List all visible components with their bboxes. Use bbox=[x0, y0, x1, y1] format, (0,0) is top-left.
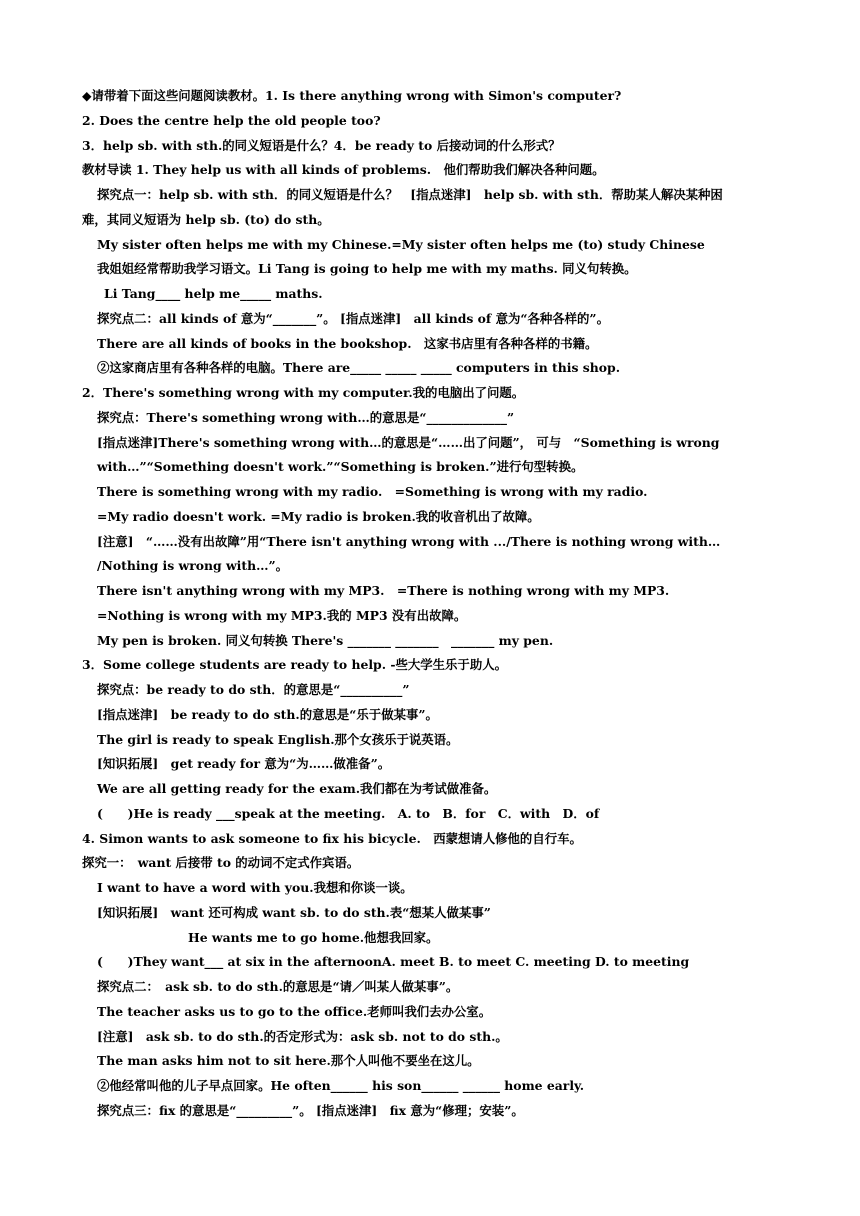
text-line: There isn't anything wrong with my MP3. =There is nothing wrong with my MP3. bbox=[97, 583, 670, 598]
text-line: 探究点二： ask sb. to do sth.的意思是“请／叫某人做某事”。 bbox=[97, 979, 459, 994]
text-line: There are all kinds of books in the bookshop. 这家书店里有各种各样的书籍。 bbox=[97, 335, 598, 351]
text-line: [指点迷津] be ready to do sth.的意思是“乐于做某事”。 bbox=[97, 706, 438, 722]
text-line: ②他经常叫他的儿子早点回家。He often______ his son______ ______ home early. bbox=[97, 1078, 585, 1093]
text-line: =My radio doesn't work. =My radio is broken.我的收音机出了故障。 bbox=[97, 508, 540, 524]
text-line: The teacher asks us to go to the office.老师叫我们去办公室。 bbox=[97, 1003, 492, 1019]
text-line: ( )They want___ at six in the afternoonA. meet B. to meet C. meeting D. to meeting bbox=[97, 954, 690, 970]
text-line: Li Tang____ help me_____ maths. bbox=[104, 286, 323, 301]
document-body bbox=[82, 84, 788, 1124]
text-line: 探究点一：help sb. with sth．的同义短语是什么？ [指点迷津] help sb. with sth．帮助某人解决某种困 bbox=[97, 187, 723, 202]
text-line: My pen is broken. 同义句转换 There's _______ _______ _______ my pen. bbox=[97, 632, 554, 648]
text-line: [知识拓展] get ready for 意为“为……做准备”。 bbox=[97, 756, 391, 772]
text-line: 教材导读 1. They help us with all kinds of problems. 他们帮助我们解决各种问题。 bbox=[82, 162, 605, 178]
text-line: 4. Simon wants to ask someone to fix his bicycle. 西蒙想请人修他的自行车。 bbox=[82, 830, 582, 846]
text-line: ◆请带着下面这些问题阅读教材。1. Is there anything wrong with Simon's computer? bbox=[82, 88, 622, 103]
text-line: 我姐姐经常帮助我学习语文。Li Tang is going to help me with my maths. 同义句转换。 bbox=[97, 261, 637, 277]
text-line: /Nothing is wrong with…”。 bbox=[97, 558, 288, 574]
text-line: [注意] “……没有出故障”用“There isn't anything wrong with .../There is nothing wrong with… bbox=[97, 533, 721, 549]
text-line: I want to have a word with you.我想和你谈一谈。 bbox=[97, 880, 413, 895]
text-line: The girl is ready to speak English.那个女孩乐于说英语。 bbox=[97, 731, 459, 747]
text-line: We are all getting ready for the exam.我们都在为考试做准备。 bbox=[97, 781, 497, 796]
text-line: 3．Some college students are ready to help. -些大学生乐于助人。 bbox=[82, 657, 507, 673]
text-line: The man asks him not to sit here.那个人叫他不要坐在这儿。 bbox=[97, 1053, 480, 1069]
text-line: 探究点：be ready to do sth．的意思是“__________” bbox=[97, 682, 410, 697]
text-line: [注意] ask sb. to do sth.的否定形式为：ask sb. not to do sth.。 bbox=[97, 1028, 508, 1044]
text-line: 探究点三：fix 的意思是“_________”。 [指点迷津] fix 意为“修理；安装”。 bbox=[97, 1102, 524, 1118]
text-line: ②这家商店里有各种各样的电脑。There are_____ _____ _____ computers in this shop. bbox=[97, 360, 621, 376]
text-line: 探究点：There's something wrong with…的意思是“_____________” bbox=[97, 409, 515, 425]
text-line: 探究一： want 后接带 to 的动词不定式作宾语。 bbox=[82, 855, 360, 871]
text-line: 2. Does the centre help the old people too? bbox=[82, 112, 381, 128]
text-line: He wants me to go home.他想我回家。 bbox=[188, 929, 439, 945]
text-line: 探究点二：all kinds of 意为“_______”。 [指点迷津] all kinds of 意为“各种各样的”。 bbox=[97, 310, 609, 326]
text-line: 2．There's something wrong with my computer.我的电脑出了问题。 bbox=[82, 385, 525, 400]
text-line: My sister often helps me with my Chinese.=My sister often helps me (to) study Chinese bbox=[97, 236, 705, 252]
text-line: 3．help sb. with sth.的同义短语是什么？4．be ready to 后接动词的什么形式？ bbox=[82, 137, 561, 153]
text-line: 难，其同义短语为 help sb. (to) do sth。 bbox=[82, 211, 330, 227]
text-line: [知识拓展] want 还可构成 want sb. to do sth.表“想某人做某事” bbox=[97, 904, 491, 920]
text-line: =Nothing is wrong with my MP3.我的 MP3 没有出故障。 bbox=[97, 607, 467, 623]
text-line: [指点迷津]There's something wrong with…的意思是“……出了问题”， 可与 “Something is wrong bbox=[97, 434, 720, 450]
text-line: There is something wrong with my radio. =Something is wrong with my radio. bbox=[97, 484, 648, 499]
text-line: with…”“Something doesn't work.”“Something is broken.”进行句型转换。 bbox=[97, 459, 584, 475]
text-line: ( )He is ready ___speak at the meeting. A. to B．for C．with D．of bbox=[97, 805, 600, 821]
